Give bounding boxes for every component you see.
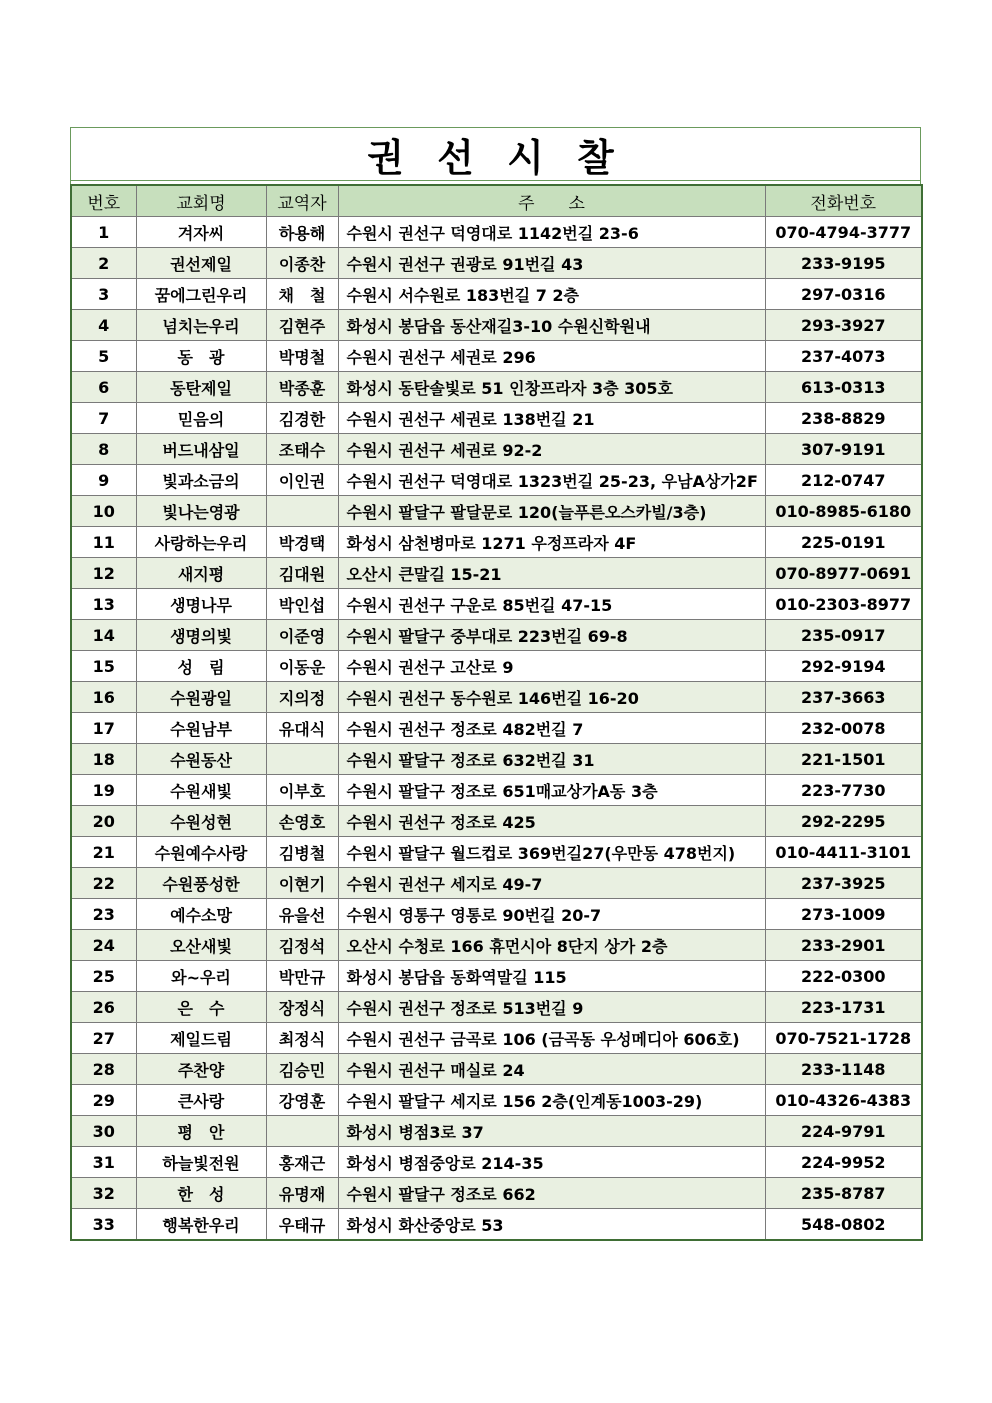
address: 수원시 팔달구 정조로 662 [338, 1178, 765, 1209]
table-row [71, 341, 922, 372]
table-row [71, 465, 922, 496]
row-number: 9 [71, 465, 136, 496]
church-name: 수원풍성한 [136, 868, 266, 899]
pastor-name: 김대원 [266, 558, 338, 589]
church-name: 수원새빛 [136, 775, 266, 806]
phone-number: 223-1731 [765, 992, 922, 1023]
church-name: 동 광 [136, 341, 266, 372]
church-name: 수원광일 [136, 682, 266, 713]
table-row [71, 217, 922, 248]
pastor-name: 최정식 [266, 1023, 338, 1054]
row-number: 13 [71, 589, 136, 620]
address: 수원시 권선구 덕영대로 1142번길 23-6 [338, 217, 765, 248]
table-row [71, 403, 922, 434]
pastor-name: 김정석 [266, 930, 338, 961]
table-row [71, 1178, 922, 1209]
pastor-name: 지의정 [266, 682, 338, 713]
table-row [71, 930, 922, 961]
row-number: 12 [71, 558, 136, 589]
phone-number: 224-9952 [765, 1147, 922, 1178]
church-name: 빛나는영광 [136, 496, 266, 527]
church-name: 성 림 [136, 651, 266, 682]
row-number: 11 [71, 527, 136, 558]
phone-number: 293-3927 [765, 310, 922, 341]
table-row [71, 434, 922, 465]
church-name: 제일드림 [136, 1023, 266, 1054]
phone-number: 070-4794-3777 [765, 217, 922, 248]
address: 수원시 권선구 세지로 49-7 [338, 868, 765, 899]
pastor-name: 장정식 [266, 992, 338, 1023]
church-name: 평 안 [136, 1116, 266, 1147]
church-name: 수원동산 [136, 744, 266, 775]
pastor-name: 박만규 [266, 961, 338, 992]
row-number: 3 [71, 279, 136, 310]
pastor-name: 이인권 [266, 465, 338, 496]
address: 수원시 팔달구 중부대로 223번길 69-8 [338, 620, 765, 651]
table-row [71, 1116, 922, 1147]
table-row [71, 651, 922, 682]
pastor-name: 조태수 [266, 434, 338, 465]
row-number: 28 [71, 1054, 136, 1085]
table-row [71, 1209, 922, 1241]
address: 화성시 봉담읍 동산재길3-10 수원신학원내 [338, 310, 765, 341]
row-number: 24 [71, 930, 136, 961]
table-row [71, 682, 922, 713]
title-banner [70, 127, 921, 181]
phone-number: 070-7521-1728 [765, 1023, 922, 1054]
row-number: 7 [71, 403, 136, 434]
address: 수원시 권선구 세권로 138번길 21 [338, 403, 765, 434]
church-name: 하늘빛전원 [136, 1147, 266, 1178]
church-name: 생명나무 [136, 589, 266, 620]
address: 화성시 병점중앙로 214-35 [338, 1147, 765, 1178]
phone-number: 221-1501 [765, 744, 922, 775]
phone-number: 235-0917 [765, 620, 922, 651]
pastor-name: 이동운 [266, 651, 338, 682]
row-number: 15 [71, 651, 136, 682]
church-name: 꿈에그린우리 [136, 279, 266, 310]
table-row [71, 1023, 922, 1054]
phone-number: 222-0300 [765, 961, 922, 992]
table-row [71, 1085, 922, 1116]
table-row [71, 279, 922, 310]
table-row [71, 1054, 922, 1085]
church-name: 빛과소금의 [136, 465, 266, 496]
pastor-name: 이부호 [266, 775, 338, 806]
phone-number: 010-4326-4383 [765, 1085, 922, 1116]
pastor-name: 우태규 [266, 1209, 338, 1241]
phone-number: 233-1148 [765, 1054, 922, 1085]
row-number: 5 [71, 341, 136, 372]
address: 화성시 동탄솔빛로 51 인창프라자 3층 305호 [338, 372, 765, 403]
table-row [71, 868, 922, 899]
pastor-name: 강영훈 [266, 1085, 338, 1116]
header-number: 번호 [71, 185, 136, 217]
phone-number: 238-8829 [765, 403, 922, 434]
table-row [71, 527, 922, 558]
phone-number: 548-0802 [765, 1209, 922, 1241]
row-number: 1 [71, 217, 136, 248]
row-number: 22 [71, 868, 136, 899]
row-number: 20 [71, 806, 136, 837]
table-row [71, 310, 922, 341]
address: 수원시 권선구 정조로 482번길 7 [338, 713, 765, 744]
row-number: 6 [71, 372, 136, 403]
address: 화성시 병점3로 37 [338, 1116, 765, 1147]
row-number: 18 [71, 744, 136, 775]
church-name: 와~우리 [136, 961, 266, 992]
address: 화성시 봉담읍 동화역말길 115 [338, 961, 765, 992]
row-number: 2 [71, 248, 136, 279]
phone-number: 010-2303-8977 [765, 589, 922, 620]
header-phone: 전화번호 [765, 185, 922, 217]
address: 화성시 삼천병마로 1271 우정프라자 4F [338, 527, 765, 558]
address: 수원시 권선구 정조로 513번길 9 [338, 992, 765, 1023]
church-name: 생명의빛 [136, 620, 266, 651]
church-name: 사랑하는우리 [136, 527, 266, 558]
table-row [71, 837, 922, 868]
church-name: 한 성 [136, 1178, 266, 1209]
row-number: 32 [71, 1178, 136, 1209]
address: 수원시 팔달구 세지로 156 2층(인계동1003-29) [338, 1085, 765, 1116]
row-number: 27 [71, 1023, 136, 1054]
table-row [71, 589, 922, 620]
table-row [71, 806, 922, 837]
pastor-name: 박종훈 [266, 372, 338, 403]
church-name: 버드내삼일 [136, 434, 266, 465]
table-body [71, 217, 922, 1241]
table-row [71, 713, 922, 744]
phone-number: 613-0313 [765, 372, 922, 403]
address: 수원시 권선구 정조로 425 [338, 806, 765, 837]
table-row [71, 744, 922, 775]
table-row [71, 558, 922, 589]
pastor-name: 유명재 [266, 1178, 338, 1209]
church-name: 주찬양 [136, 1054, 266, 1085]
address: 수원시 서수원로 183번길 7 2층 [338, 279, 765, 310]
row-number: 29 [71, 1085, 136, 1116]
phone-number: 233-2901 [765, 930, 922, 961]
church-name: 은 수 [136, 992, 266, 1023]
table-row [71, 496, 922, 527]
phone-number: 273-1009 [765, 899, 922, 930]
table-row [71, 899, 922, 930]
address: 수원시 권선구 세권로 92-2 [338, 434, 765, 465]
row-number: 19 [71, 775, 136, 806]
pastor-name [266, 744, 338, 775]
table-row [71, 961, 922, 992]
pastor-name: 손영호 [266, 806, 338, 837]
address: 수원시 팔달구 정조로 632번길 31 [338, 744, 765, 775]
address: 수원시 권선구 금곡로 106 (금곡동 우성메디아 606호) [338, 1023, 765, 1054]
phone-number: 223-7730 [765, 775, 922, 806]
directory-table [70, 184, 923, 1241]
address: 수원시 권선구 매실로 24 [338, 1054, 765, 1085]
phone-number: 235-8787 [765, 1178, 922, 1209]
phone-number: 292-2295 [765, 806, 922, 837]
row-number: 25 [71, 961, 136, 992]
address: 화성시 화산중앙로 53 [338, 1209, 765, 1241]
row-number: 21 [71, 837, 136, 868]
phone-number: 212-0747 [765, 465, 922, 496]
header-address: 주 소 [338, 185, 765, 217]
row-number: 4 [71, 310, 136, 341]
pastor-name: 이종찬 [266, 248, 338, 279]
pastor-name: 하용해 [266, 217, 338, 248]
address: 수원시 권선구 고산로 9 [338, 651, 765, 682]
pastor-name: 김승민 [266, 1054, 338, 1085]
church-name: 행복한우리 [136, 1209, 266, 1241]
pastor-name: 유을선 [266, 899, 338, 930]
address: 수원시 권선구 덕영대로 1323번길 25-23, 우남A상가2F [338, 465, 765, 496]
phone-number: 225-0191 [765, 527, 922, 558]
header-church-name: 교회명 [136, 185, 266, 217]
phone-number: 297-0316 [765, 279, 922, 310]
phone-number: 307-9191 [765, 434, 922, 465]
pastor-name [266, 496, 338, 527]
row-number: 10 [71, 496, 136, 527]
row-number: 14 [71, 620, 136, 651]
church-name: 오산새빛 [136, 930, 266, 961]
address: 수원시 권선구 세권로 296 [338, 341, 765, 372]
row-number: 31 [71, 1147, 136, 1178]
table-row [71, 775, 922, 806]
address: 수원시 영통구 영통로 90번길 20-7 [338, 899, 765, 930]
row-number: 16 [71, 682, 136, 713]
address: 오산시 큰말길 15-21 [338, 558, 765, 589]
phone-number: 070-8977-0691 [765, 558, 922, 589]
phone-number: 233-9195 [765, 248, 922, 279]
phone-number: 292-9194 [765, 651, 922, 682]
table-row [71, 992, 922, 1023]
pastor-name: 유대식 [266, 713, 338, 744]
row-number: 30 [71, 1116, 136, 1147]
church-directory [70, 127, 921, 1241]
phone-number: 224-9791 [765, 1116, 922, 1147]
church-name: 수원예수사랑 [136, 837, 266, 868]
address: 수원시 팔달구 월드컵로 369번길27(우만동 478번지) [338, 837, 765, 868]
row-number: 8 [71, 434, 136, 465]
pastor-name: 이준영 [266, 620, 338, 651]
address: 수원시 권선구 구운로 85번길 47-15 [338, 589, 765, 620]
church-name: 권선제일 [136, 248, 266, 279]
row-number: 26 [71, 992, 136, 1023]
church-name: 수원성현 [136, 806, 266, 837]
header-pastor: 교역자 [266, 185, 338, 217]
table-row [71, 1147, 922, 1178]
phone-number: 237-3925 [765, 868, 922, 899]
phone-number: 237-4073 [765, 341, 922, 372]
table-row [71, 372, 922, 403]
address: 수원시 권선구 동수원로 146번길 16-20 [338, 682, 765, 713]
address: 수원시 권선구 권광로 91번길 43 [338, 248, 765, 279]
church-name: 겨자씨 [136, 217, 266, 248]
row-number: 33 [71, 1209, 136, 1241]
row-number: 17 [71, 713, 136, 744]
address: 수원시 팔달구 팔달문로 120(늘푸른오스카빌/3층) [338, 496, 765, 527]
phone-number: 010-8985-6180 [765, 496, 922, 527]
church-name: 수원남부 [136, 713, 266, 744]
page-title: 권 선 시 찰 [367, 135, 624, 180]
pastor-name: 박인섭 [266, 589, 338, 620]
church-name: 믿음의 [136, 403, 266, 434]
church-name: 예수소망 [136, 899, 266, 930]
pastor-name: 박경택 [266, 527, 338, 558]
church-name: 새지평 [136, 558, 266, 589]
pastor-name: 김병철 [266, 837, 338, 868]
address: 오산시 수청로 166 휴먼시아 8단지 상가 2층 [338, 930, 765, 961]
church-name: 동탄제일 [136, 372, 266, 403]
pastor-name [266, 1116, 338, 1147]
phone-number: 232-0078 [765, 713, 922, 744]
pastor-name: 홍재근 [266, 1147, 338, 1178]
table-row [71, 620, 922, 651]
pastor-name: 박명철 [266, 341, 338, 372]
row-number: 23 [71, 899, 136, 930]
phone-number: 010-4411-3101 [765, 837, 922, 868]
church-name: 넘치는우리 [136, 310, 266, 341]
pastor-name: 이현기 [266, 868, 338, 899]
phone-number: 237-3663 [765, 682, 922, 713]
pastor-name: 채 철 [266, 279, 338, 310]
address: 수원시 팔달구 정조로 651매교상가A동 3층 [338, 775, 765, 806]
pastor-name: 김경한 [266, 403, 338, 434]
pastor-name: 김현주 [266, 310, 338, 341]
church-name: 큰사랑 [136, 1085, 266, 1116]
table-row [71, 248, 922, 279]
header-row [71, 185, 922, 217]
